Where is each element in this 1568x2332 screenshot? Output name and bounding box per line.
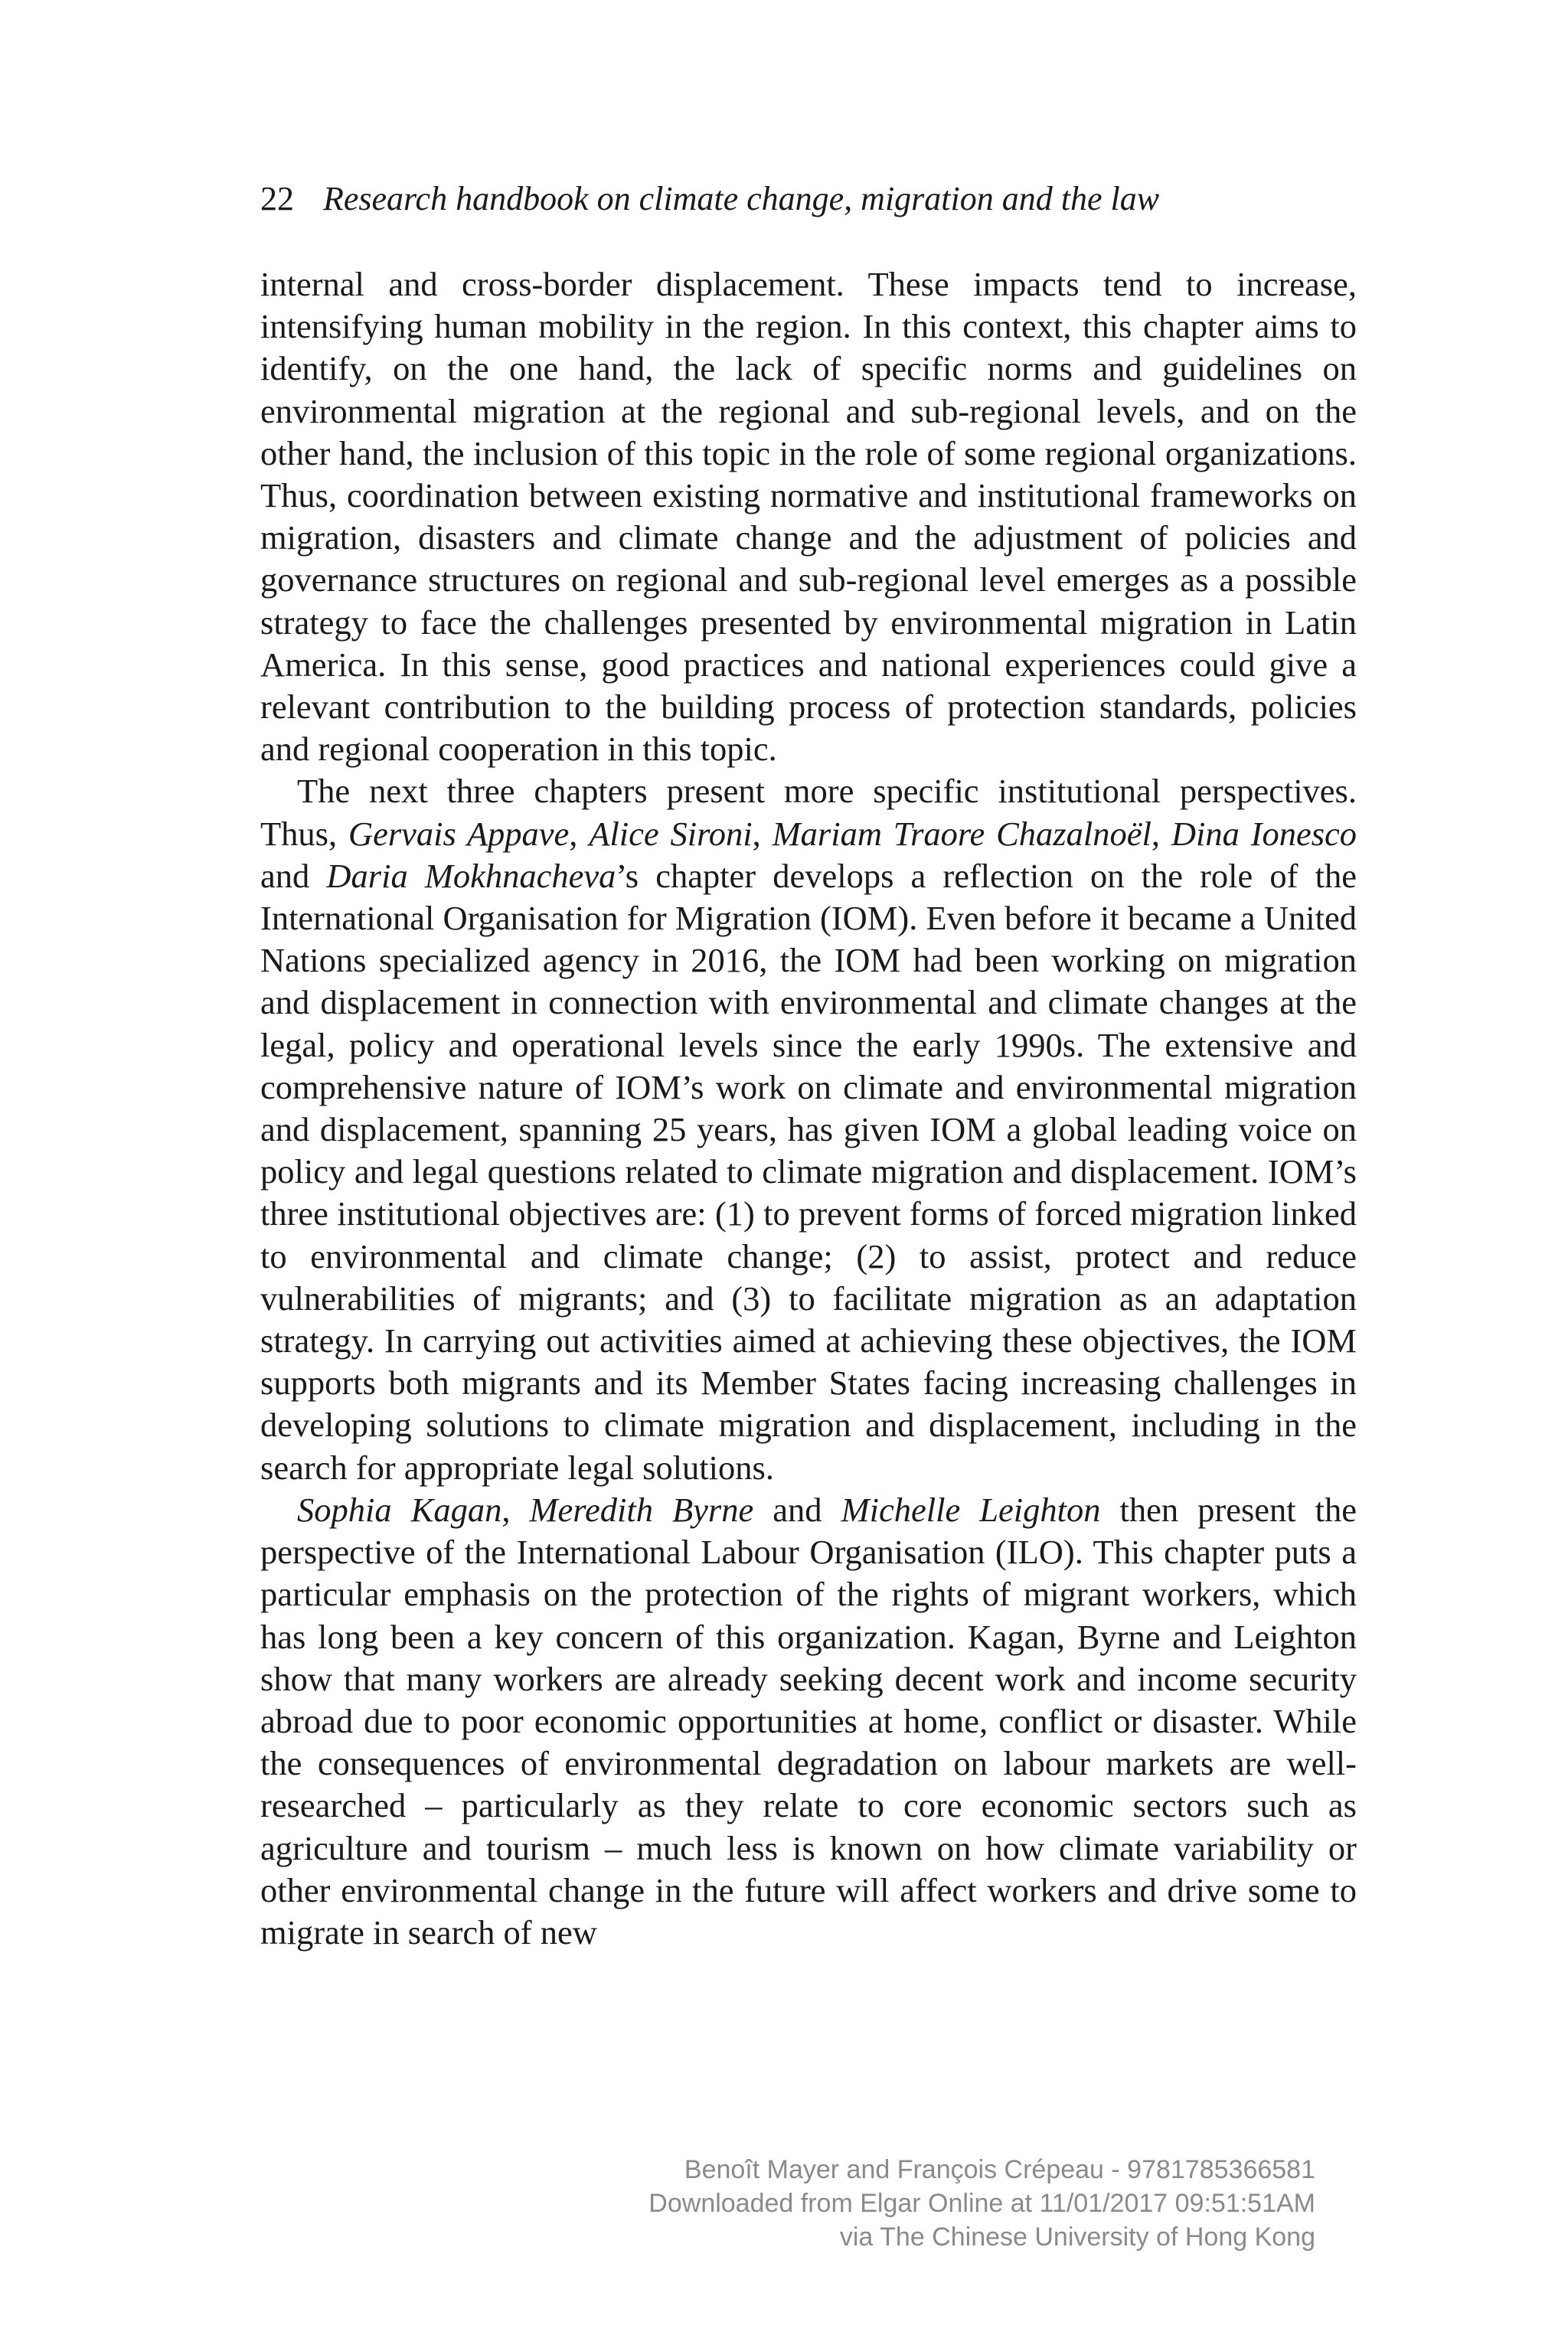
download-watermark (648, 2153, 1315, 2254)
book-title: Research handbook on climate change, migration and the law (323, 180, 1160, 217)
separator: , (569, 814, 590, 853)
author-alice-sironi: Alice Sironi (589, 814, 753, 853)
paragraph-1: internal and cross-border displacement. These impacts tend to increase, intensifying human mobility in the region. In this context, this chapter aims to identify, on the one hand, the lack of specific norms and guidelines on environmental migration at the regional and sub-regional levels, and on the other hand, the inclusion of this topic in the role of some regional organizations. Thus, coordination between existing normative and institutional frameworks on migration, disasters and climate change and the adjustment of policies and governance structures on regional and sub-regional level emerges as a possible strategy to face the challenges presented by environmental migration in Latin America. In this sense, good practices and national experiences could give a relevant contribution to the building process of protection standards, policies and regional cooperation in this topic. (260, 265, 1357, 769)
separator: and (753, 1490, 841, 1529)
author-mariam-traore-chazalnoel: Mariam Traore Chazalnoël (772, 814, 1152, 853)
running-head (260, 178, 1159, 220)
paragraph-2-intro: The next three chapters present more specific institutional perspectives. Thus, (260, 772, 1357, 853)
paragraph-3 (260, 1489, 1357, 1954)
author-meredith-byrne: Meredith Byrne (529, 1490, 754, 1529)
page-number: 22 (260, 180, 294, 217)
author-sophia-kagan: Sophia Kagan (297, 1490, 502, 1529)
watermark-line-institution: via The Chinese University of Hong Kong (839, 2223, 1315, 2252)
watermark-line-authors: Benoît Mayer and François Crépeau - 9781785366581 (684, 2155, 1315, 2184)
author-gervais-appave: Gervais Appave (348, 814, 570, 853)
paragraph-2 (260, 770, 1357, 1488)
watermark-line-download: Downloaded from Elgar Online at 11/01/2017 09:51:51AM (648, 2189, 1315, 2218)
separator: , (501, 1490, 530, 1529)
separator: , (1151, 814, 1171, 853)
author-dina-ionesco: Dina Ionesco (1171, 814, 1357, 853)
separator: and (260, 856, 327, 895)
separator: , (752, 814, 773, 853)
paragraph-3-body: then present the perspective of the International Labour Organisation (ILO). This chapter puts a particular emphasis on the protection of the rights of migrant workers, which has long been a key concern of this organization. Kagan, Byrne and Leighton show that many workers are already seeking decent work and income security abroad due to poor economic opportunities at home, conflict or disaster. While the consequences of environmental degradation on labour markets are well-researched – particularly as they relate to core economic sectors such as agriculture and tourism – much less is known on how climate variability or other environmental change in the future will affect workers and drive some to migrate in search of new (260, 1490, 1357, 1951)
paragraph-2-body: ’s chapter develops a reflection on the role of the International Organisation for Migration (IOM). Even before it became a United Nations specialized agency in 2016, the IOM had been working on migration and displacement in connection with environmental and climate changes at the legal, policy and operational levels since the early 1990s. The extensive and comprehensive nature of IOM’s work on climate and environmental migration and displacement, spanning 25 years, has given IOM a global leading voice on policy and legal questions related to climate migration and displacement. IOM’s three institutional objectives are: (1) to prevent forms of forced migration linked to environmental and climate change; (2) to assist, protect and reduce vulnerabilities of migrants; and (3) to facilitate migration as an adaptation strategy. In carrying out activities aimed at achieving these objectives, the IOM supports both migrants and its Member States facing increasing challenges in developing solutions to climate migration and displacement, including in the search for appropriate legal solutions. (260, 856, 1357, 1487)
author-michelle-leighton: Michelle Leighton (841, 1490, 1101, 1529)
author-daria-mokhnacheva: Daria Mokhnacheva (326, 856, 616, 895)
body-text (260, 263, 1357, 1954)
